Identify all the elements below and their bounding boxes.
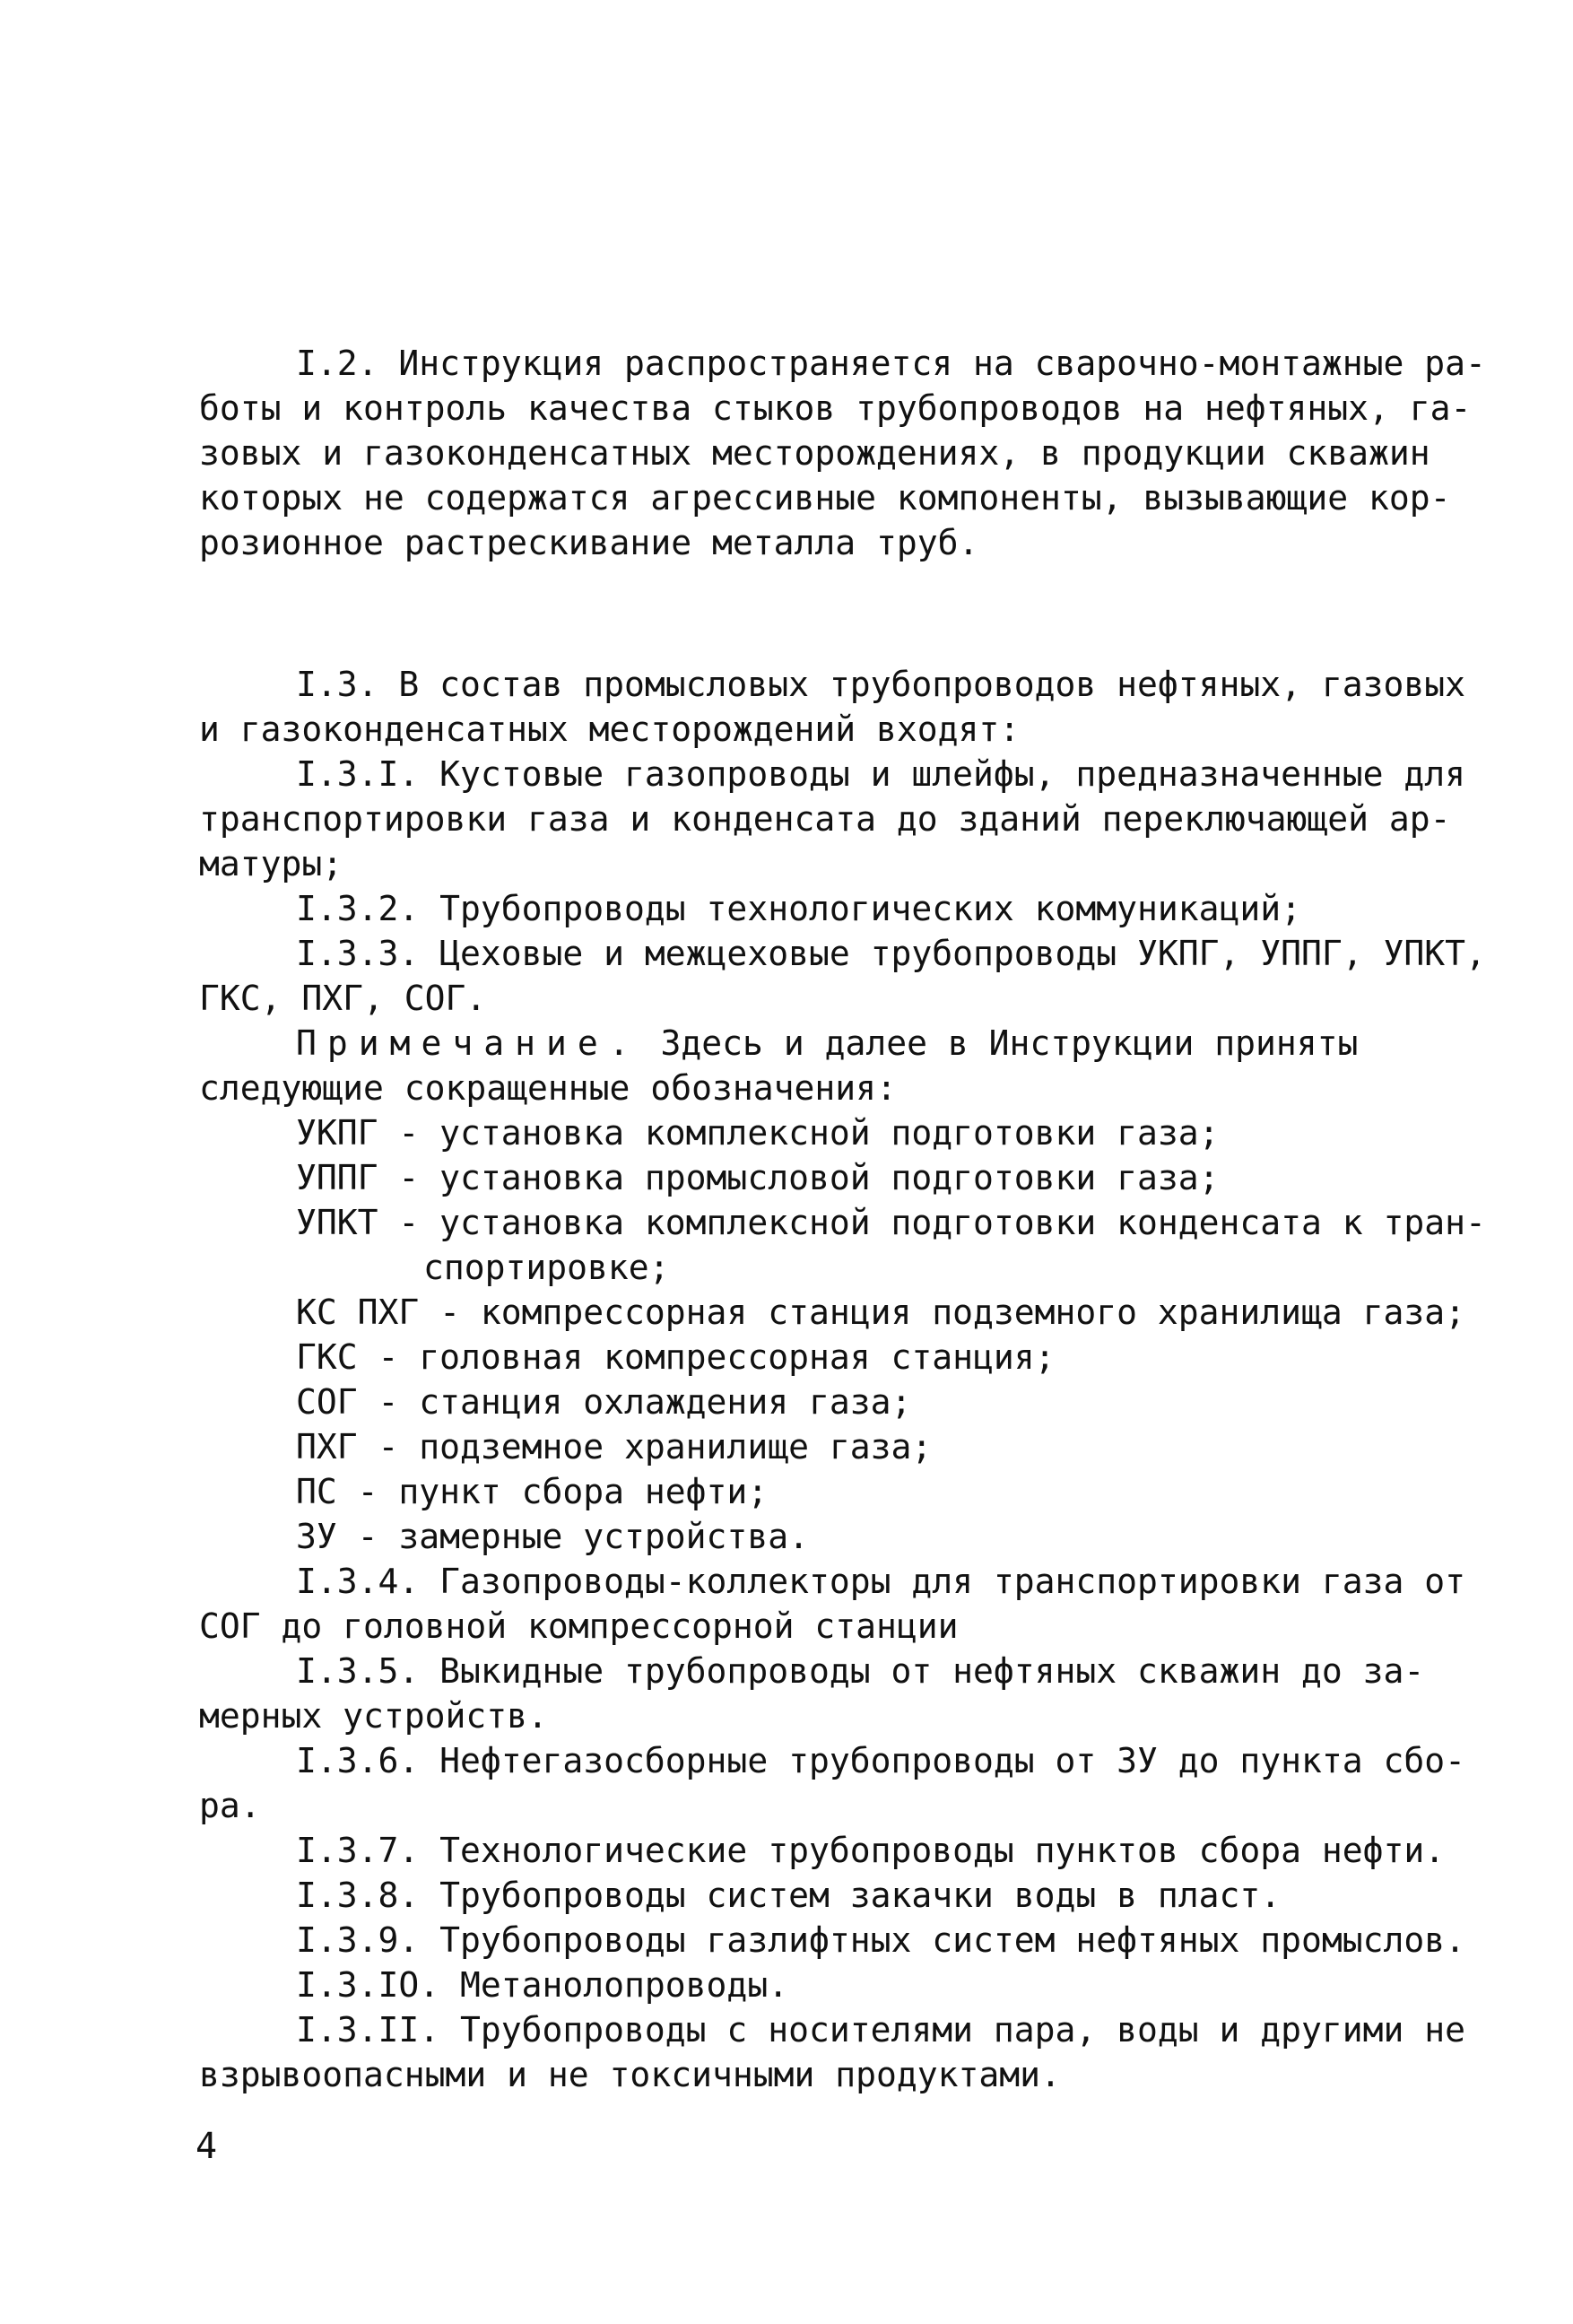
- page-number: 4: [196, 2126, 218, 2167]
- section-1-3-intro-line-1: I.3. В состав промысловых трубопроводов нефтяных, газовых: [296, 665, 1466, 704]
- item-1-3-11-line-1: I.3.II. Трубопроводы с носителями пара, воды и другими не: [296, 2010, 1466, 2050]
- item-1-3-11-line-2: взрывоопасными и не токсичными продуктами.: [199, 2055, 1061, 2094]
- section-1-2-line-5: розионное растрескивание металла труб.: [199, 523, 979, 562]
- abbr-upkt-line-1: УПКТ - установка комплексной подготовки конденсата к тран-: [296, 1203, 1486, 1242]
- note-text-2: следующие сокращенные обозначения:: [199, 1068, 897, 1108]
- abbr-sog: СОГ - станция охлаждения газа;: [296, 1382, 912, 1422]
- item-1-3-2: I.3.2. Трубопроводы технологических коммуникаций;: [296, 889, 1302, 928]
- section-1-2-line-1: I.2. Инструкция распространяется на сварочно-монтажные ра-: [296, 344, 1486, 383]
- section-1-2-line-4: которых не содержатся агрессивные компоненты, вызывающие кор-: [199, 478, 1451, 518]
- section-1-3-intro-line-2: и газоконденсатных месторождений входят:: [199, 709, 1021, 749]
- abbr-zu: ЗУ - замерные устройства.: [296, 1517, 809, 1556]
- item-1-3-1-line-1: I.3.I. Кустовые газопроводы и шлейфы, предназначенные для: [296, 754, 1466, 794]
- abbr-gks: ГКС - головная компрессорная станция;: [296, 1337, 1056, 1377]
- abbr-ps: ПС - пункт сбора нефти;: [296, 1472, 769, 1511]
- abbr-upkt-line-2: спортировке;: [423, 1248, 670, 1287]
- item-1-3-1-line-3: матуры;: [199, 844, 343, 883]
- item-1-3-8: I.3.8. Трубопроводы систем закачки воды в пласт.: [296, 1876, 1282, 1915]
- item-1-3-6-line-2: ра.: [199, 1786, 261, 1825]
- item-1-3-10: I.3.IO. Метанолопроводы.: [296, 1965, 789, 2005]
- item-1-3-6-line-1: I.3.6. Нефтегазосборные трубопроводы от ЗУ до пункта сбо-: [296, 1741, 1466, 1780]
- abbr-uppg: УППГ - установка промысловой подготовки газа;: [296, 1158, 1220, 1197]
- section-1-3: [199, 662, 1486, 2097]
- item-1-3-3-line-1: I.3.3. Цеховые и межцеховые трубопроводы УКПГ, УППГ, УПКТ,: [296, 934, 1486, 973]
- section-1-2-line-2: боты и контроль качества стыков трубопроводов на нефтяных, га-: [199, 388, 1472, 428]
- item-1-3-4-line-2: СОГ до головной компрессорной станции: [199, 1606, 959, 1646]
- note-text-1: Здесь и далее в Инструкции приняты: [639, 1023, 1359, 1063]
- item-1-3-5-line-1: I.3.5. Выкидные трубопроводы от нефтяных скважин до за-: [296, 1651, 1425, 1691]
- section-1-2: [199, 341, 1486, 565]
- abbr-phg: ПХГ - подземное хранилище газа;: [296, 1427, 933, 1467]
- note-label: Примечание.: [296, 1023, 640, 1063]
- item-1-3-3-line-2: ГКС, ПХГ, СОГ.: [199, 979, 487, 1018]
- section-1-2-line-3: зовых и газоконденсатных месторождениях, в продукции скважин: [199, 433, 1430, 473]
- note-heading: [199, 1021, 1374, 1066]
- item-1-3-9: I.3.9. Трубопроводы газлифтных систем нефтяных промыслов.: [296, 1920, 1466, 1960]
- item-1-3-7: I.3.7. Технологические трубопроводы пунктов сбора нефти.: [296, 1831, 1446, 1870]
- item-1-3-5-line-2: мерных устройств.: [199, 1696, 548, 1736]
- abbr-ks-phg: КС ПХГ - компрессорная станция подземного хранилища газа;: [296, 1293, 1466, 1332]
- abbr-ukpg: УКПГ - установка комплексной подготовки газа;: [296, 1113, 1220, 1153]
- item-1-3-4-line-1: I.3.4. Газопроводы-коллекторы для транспортировки газа от: [296, 1562, 1466, 1601]
- item-1-3-1-line-2: транспортировки газа и конденсата до зданий переключающей ар-: [199, 799, 1451, 839]
